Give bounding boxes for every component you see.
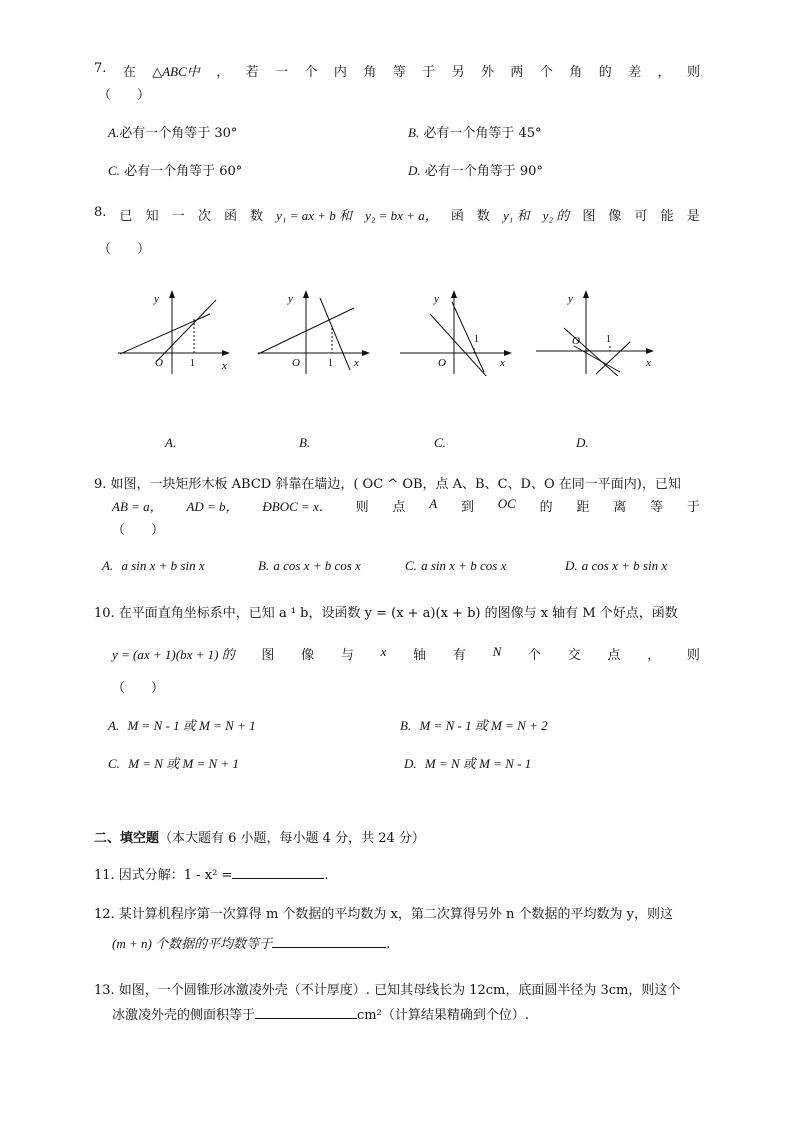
q7-stem-char: △ABC中 — [152, 64, 200, 79]
q7-stem-char: 个 — [304, 65, 318, 80]
q13-line1: 13. 如图，一个圆锥形冰激凌外壳（不计厚度）. 已知其母线长为 12cm，底面圆半径为 3cm，则这个 — [94, 983, 681, 998]
option-letter: C. — [108, 756, 120, 771]
q12-text: (m + n) 个数据的平均数等于 — [112, 936, 273, 951]
q8-graph-d-label[interactable]: D. — [576, 435, 589, 450]
q11-answer-blank[interactable] — [232, 866, 324, 879]
q10-line2-part: 则 — [686, 648, 700, 663]
q10-line2-part: y = (ax + 1)(bx + 1) 的 — [112, 647, 235, 662]
option-text: 必有一个角等于 60° — [124, 164, 243, 179]
q8-number: 8. — [94, 205, 107, 220]
option-text: a cos x + b sin x — [581, 558, 668, 573]
q7-stem-char: 角 — [569, 65, 583, 80]
q8-stem-char: 已 — [119, 209, 133, 224]
q7-paren: （ ） — [98, 88, 151, 103]
q10-option-c[interactable] — [108, 753, 239, 772]
q8-graph-d — [534, 286, 658, 376]
q9-line2-part: 于 — [686, 500, 700, 515]
q8-paren: （ ） — [98, 242, 151, 257]
option-text: 必有一个角等于 45° — [423, 126, 542, 141]
axis-x-label: x — [354, 357, 359, 369]
q8-graph-a-label[interactable]: A. — [165, 435, 177, 450]
q7-stem-char: 的 — [598, 65, 612, 80]
origin-label: O — [572, 335, 580, 347]
q13-unit: cm²（计算结果精确到个位）. — [357, 1008, 529, 1023]
q9-line2-part: 的 — [539, 500, 553, 515]
q7-stem-char: 内 — [333, 65, 347, 80]
q8-graph-c — [396, 286, 516, 376]
option-text: M = N 或 M = N + 1 — [128, 756, 240, 771]
q7-stem-char: 等 — [392, 65, 406, 80]
q13-text: 冰激凌外壳的侧面积等于 — [112, 1008, 256, 1023]
q9-option-d[interactable] — [565, 558, 667, 574]
origin-label: O — [438, 357, 446, 369]
option-letter: A. — [108, 718, 120, 733]
option-letter: A. — [108, 125, 120, 140]
q9-line2-part: 到 — [460, 500, 474, 515]
q9-line2-part: OC — [497, 496, 516, 511]
axis-x-label: x — [646, 357, 651, 369]
q9-line2-part: AB = a， — [112, 499, 163, 514]
q10-option-a[interactable] — [108, 715, 256, 734]
q10-line2-part: 轴 — [413, 648, 427, 663]
q10-line2-part: 交 — [567, 648, 581, 663]
option-letter: B. — [408, 125, 420, 140]
q8-formula-2: y₂ = bx + a， — [365, 208, 438, 223]
q8-stem-char: 数 — [476, 209, 490, 224]
q10-line2-part: 与 — [340, 648, 354, 663]
q7-stem-char: 个 — [539, 65, 553, 80]
axis-y-label: y — [568, 293, 573, 305]
q8-graph-a — [114, 286, 234, 376]
q10-line2 — [112, 644, 700, 663]
option-text: M = N - 1 或 M = N + 1 — [127, 718, 256, 733]
q8-stem-char: 能 — [660, 209, 674, 224]
option-letter: D. — [404, 756, 417, 771]
q12-period: . — [386, 937, 391, 952]
q9-option-a[interactable] — [102, 558, 205, 574]
option-text: 必有一个角等于 90° — [424, 164, 543, 179]
q7-stem-char: 一 — [275, 65, 289, 80]
q10-line2-part: 有 — [452, 648, 466, 663]
q9-paren: （ ） — [112, 523, 165, 538]
q9-line1: 9. 如图，一块矩形木板 ABCD 斜靠在墙边，( OC ^ OB，点 A、B、C、D、O 在同一平面内)，已知 — [94, 477, 681, 492]
q7-stem-char: 外 — [481, 65, 495, 80]
q7-stem — [94, 61, 700, 80]
q8-graph-b — [254, 286, 374, 376]
q9-line2-part: 则 — [355, 500, 369, 515]
q10-line2-part: 个 — [527, 648, 541, 663]
q12-line1: 12. 某计算机程序第一次算得 m 个数据的平均数为 x，第二次算得另外 n 个数据的平均数为 y，则这 — [94, 907, 673, 922]
q9-line2-part: 距 — [576, 500, 590, 515]
option-text: a sin x + b sin x — [121, 558, 205, 573]
q7-option-c[interactable] — [108, 160, 242, 179]
q8-stem — [94, 205, 700, 224]
q10-line2-part: ， — [647, 648, 661, 663]
q9-option-c[interactable] — [405, 558, 506, 574]
q8-stem-char: 函 — [450, 209, 464, 224]
q9-line2-part: 点 — [392, 500, 406, 515]
q8-formula-1: y₁ = ax + b 和 — [276, 208, 353, 223]
q10-option-b[interactable] — [400, 715, 548, 734]
q7-option-a[interactable] — [108, 122, 237, 141]
q7-option-d[interactable] — [408, 160, 543, 179]
q10-line2-part: 点 — [607, 648, 621, 663]
q8-stem-char: 是 — [686, 209, 700, 224]
q9-line2-part: ÐBOC = x． — [262, 499, 332, 514]
section-2-heading — [94, 827, 425, 846]
q8-stem-char: 图 — [582, 209, 596, 224]
q7-stem-char: 若 — [245, 65, 259, 80]
q8-stem-char: y₁ 和 — [503, 208, 530, 223]
q8-stem-char: 可 — [634, 209, 648, 224]
q8-stem-char: 一 — [171, 209, 185, 224]
q8-stem-char: 函 — [223, 209, 237, 224]
q7-stem-char: ， — [216, 65, 230, 80]
option-letter: C. — [405, 558, 417, 573]
q7-number: 7. — [94, 61, 107, 76]
option-letter: D. — [565, 558, 578, 573]
q12-line2 — [112, 933, 390, 952]
axis-y-label: y — [288, 293, 293, 305]
q7-stem-char: 两 — [510, 65, 524, 80]
section-note: （本大题有 6 小题，每小题 4 分，共 24 分） — [159, 831, 425, 846]
q10-line2-part: 像 — [301, 648, 315, 663]
option-letter: C. — [108, 163, 120, 178]
q11 — [94, 864, 328, 883]
q8-stem-char: 像 — [608, 209, 622, 224]
q9-line2-part: AD = b， — [186, 499, 239, 514]
q7-stem-char: 另 — [451, 65, 465, 80]
axis-y-label: y — [434, 293, 439, 305]
q8-stem-char: 知 — [145, 209, 159, 224]
q7-stem-char: 则 — [686, 65, 700, 80]
axis-x-label: x — [500, 357, 505, 369]
option-letter: B. — [400, 718, 412, 733]
q11-text: 11. 因式分解：1 - x² = — [94, 868, 233, 883]
option-text: 必有一个角等于 30° — [119, 126, 238, 141]
axis-x-label: x — [222, 360, 227, 372]
q8-stem-char: 数 — [250, 209, 264, 224]
q10-line1: 10. 在平面直角坐标系中，已知 a ¹ b，设函数 y = (x + a)(x + b) 的图像与 x 轴有 M 个好点，函数 — [94, 606, 678, 621]
section-title: 二、填空题 — [94, 831, 160, 846]
q10-option-d[interactable] — [404, 753, 531, 772]
q8-stem-char: 次 — [197, 209, 211, 224]
option-letter: B. — [258, 558, 270, 573]
q11-period: . — [324, 868, 329, 883]
q8-graph-c-label[interactable]: C. — [434, 435, 446, 450]
q13-answer-blank[interactable] — [255, 1006, 357, 1019]
option-text: M = N - 1 或 M = N + 2 — [419, 718, 548, 733]
q7-stem-char: 于 — [422, 65, 436, 80]
q10-line2-part: N — [492, 644, 502, 659]
q7-stem-char: ， — [657, 65, 671, 80]
origin-label: O — [292, 357, 300, 369]
option-text: a cos x + b cos x — [273, 558, 361, 573]
q9-line2-part: A — [429, 496, 438, 511]
q10-line2-part: x — [380, 644, 387, 659]
q9-line2 — [112, 496, 700, 515]
tick-label: 1 — [190, 358, 195, 369]
q9-line2-part: 离 — [613, 500, 627, 515]
q13-line2 — [112, 1004, 529, 1023]
q8-stem-char: y₂ 的 — [542, 208, 570, 223]
option-text: M = N 或 M = N - 1 — [424, 756, 532, 771]
q10-paren: （ ） — [112, 681, 165, 696]
q7-option-b[interactable] — [408, 122, 542, 141]
q10-line2-part: 图 — [261, 648, 275, 663]
q7-stem-char: 差 — [628, 65, 642, 80]
tick-label: 1 — [606, 334, 611, 345]
option-letter: A. — [102, 558, 114, 573]
origin-label: O — [155, 357, 163, 369]
tick-label: 1 — [474, 334, 479, 345]
axis-y-label: y — [154, 293, 159, 305]
q12-answer-blank[interactable] — [272, 935, 386, 948]
q9-line2-part: 等 — [650, 500, 664, 515]
q7-stem-char: 在 — [122, 65, 136, 80]
q7-stem-char: 角 — [363, 65, 377, 80]
tick-label: 1 — [328, 358, 333, 369]
q8-graph-b-label[interactable]: B. — [299, 435, 311, 450]
option-letter: D. — [408, 163, 421, 178]
q9-option-b[interactable] — [258, 558, 361, 574]
option-text: a sin x + b cos x — [421, 558, 507, 573]
